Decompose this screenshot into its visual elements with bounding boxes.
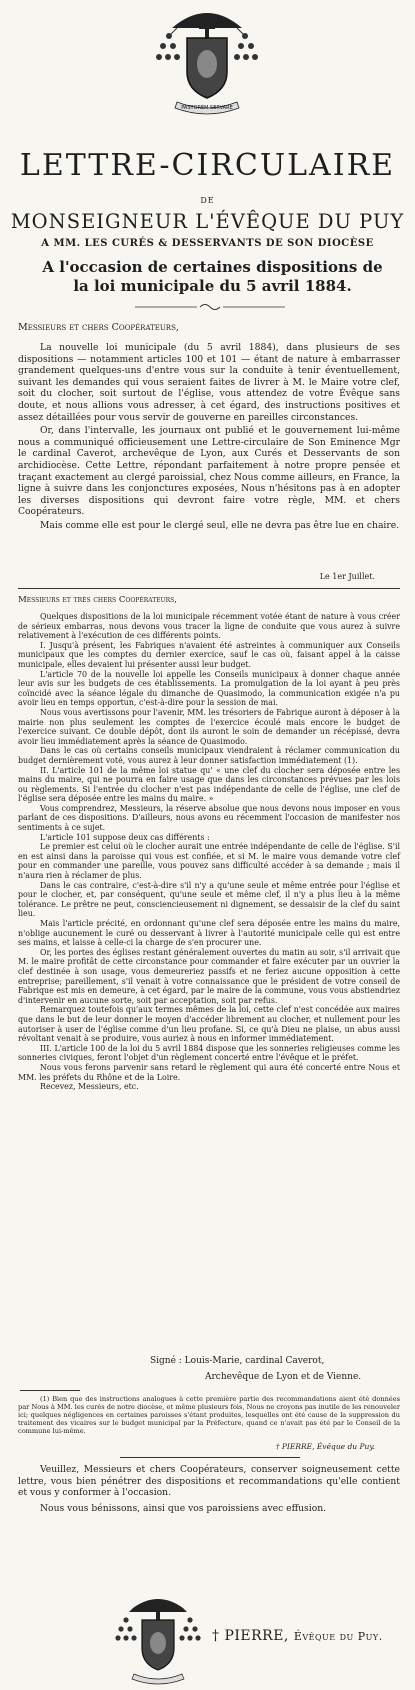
episcopal-coat-of-arms bbox=[147, 2, 267, 117]
paragraph: L'article 70 de la nouvelle loi appelle les Conseils municipaux à donner chaque année leur avis sur les budgets de ces établissements. La promulgation de la loi ayant à peu près coïncidé avec la séance légale du dimanche de Quasimodo, la communication exigée n'a pu avoir lieu en temps opportun, c'est-à-dire pour la session de mai. bbox=[18, 669, 400, 708]
salutation-2: Messieurs et très chers Coopérateurs, bbox=[18, 595, 178, 605]
paragraph: Dans le cas contraire, c'est-à-dire s'il n'y a qu'une seule et même entrée pour l'église et pour le clocher, et, par conséquent, qu'une seule et même clef, il n'y a plus lieu à la même tolérance. Le prêtre ne peut, consciencieusement ni dignement, se dessaisir de la clef du saint lieu. bbox=[18, 880, 400, 919]
final-signature bbox=[212, 1628, 383, 1644]
final-signature-title: Évêque du Puy. bbox=[293, 1630, 383, 1643]
paragraph: La nouvelle loi municipale (du 5 avril 1884), dans plusieurs de ses dispositions — notamment articles 100 et 101 — étant de nature à embarrasser grandement quelques-uns d'entre vous sur la conduite à tenir éventuellement, suivant les demandes qui vous seraient faites de livrer à M. le Maire votre clef, soit du clocher, soit surtout de l'église, vous attendez de votre Évêque sans doute, et nous allions vous adresser, à cet égard, des instructions positives et assez détaillées pour vous servir de gouverne en pareilles circonstances. bbox=[18, 342, 400, 423]
paragraph: Mais l'article précité, en ordonnant qu'une clef sera déposée entre les mains du maire, n'oblige aucunement le curé ou desservant à livrer à l'autorité municipale celle qui est entre ses mains, et laisse à celle-ci la charge de s'en procurer une. bbox=[18, 919, 400, 948]
paragraph: Nous vous avertissons pour l'avenir, MM. les trésoriers de Fabrique auront à déposer à la mairie non plus seulement les comptes de l'exercice écoulé mais encore le budget de l'exercice suivant. Ce double dépôt, dont ils auront le soin de demander un récépissé, devra avoir lieu immédiatement après la séance de Quasimodo. bbox=[18, 707, 400, 746]
paragraph: I. Jusqu'à présent, les Fabriques n'avaient été astreintes à communiquer aux Conseils municipaux que les comptes du dernier exercice, sauf le cas où, faisant appel à la caisse municipale, elles devaient lui présenter aussi leur budget. bbox=[18, 640, 400, 669]
paragraph: Remarquez toutefois qu'aux termes mêmes de la loi, cette clef n'est concédée aux maires que dans le but de leur donner le moyen d'accéder librement au clocher, et nullement pour les autoriser à user de l'église comme d'un lieu profane. Si, ce qu'à Dieu ne plaise, un abus aussi révoltant venait à se produire, vous auriez à nous en informer immédiatement. bbox=[18, 1005, 400, 1044]
paragraph: III. L'article 100 de la loi du 5 avril 1884 dispose que les sonneries religieuses comme les sonneries civiques, feront l'objet d'un règlement concerté entre l'évêque et le préfet. bbox=[18, 1043, 400, 1063]
paragraph: Veuillez, Messieurs et chers Coopérateurs, conserver soigneusement cette lettre, vous bien pénétrer des dispositions et recommandations qu'elle contient et vous y conformer à l'occasion. bbox=[18, 1464, 400, 1499]
paragraph: Dans le cas où certains conseils municipaux viendraient à réclamer communication du budget dernièrement voté, vous aurez à leur donner satisfaction immédiatement (1). bbox=[18, 746, 400, 765]
closing-separator bbox=[120, 1457, 300, 1458]
footnote-separator bbox=[20, 1390, 80, 1391]
ornamental-rule bbox=[135, 302, 285, 312]
paragraph: Or, les portes des églises restant généralement ouvertes du matin au soir, s'il arrivait que M. le maire profitât de cette circonstance pour commander et faire exécuter par un ouvrier la clef destinée à son usage, vous demeureriez passifs et ne feriez aucune opposition à cette entreprise; pareillement, s'il venait à votre connaissance que le président de votre conseil de Fabrique est mis en demeure, à cet égard, par le maire de la commune, vous vous abstiendriez d'intervenir en aucune sorte, soit par acceptation, soit par refus. bbox=[18, 947, 400, 1005]
author-line: MONSEIGNEUR L'ÉVÊQUE DU PUY bbox=[10, 210, 405, 233]
paragraph: Mais comme elle est pour le clergé seul, elle ne devra pas être lue en chaire. bbox=[40, 519, 400, 531]
paragraph: Quelques dispositions de la loi municipale récemment votée étant de nature à vous créer de sérieux embarras, nous devons vous tracer la ligne de conduite que vous aurez à suivre relativement à l'exécution de ces différents points. bbox=[18, 612, 400, 641]
title-connector: DE bbox=[200, 196, 215, 205]
paragraph: Recevez, Messieurs, etc. bbox=[40, 1082, 139, 1092]
section-1-body bbox=[18, 342, 400, 532]
paragraph: L'article 101 suppose deux cas différents : bbox=[40, 832, 210, 842]
paragraph: Vous comprendrez, Messieurs, la réserve absolue que nous devons nous imposer en vous parlant de ces dispositions. D'ailleurs, nous avons eu récemment l'occasion de manifester nos sentiments à ce sujet. bbox=[18, 803, 400, 833]
seal-motto: PASTOREM SERVARE bbox=[181, 105, 233, 111]
paragraph: II. L'article 101 de la même loi statue qu' « une clef du clocher sera déposée entre les mains du maire, qui ne pourra en faire usage que dans les circonstances prévues par les lois ou règlements. Si l'entrée du clocher n'est pas indépendante de celle de l'église, une clef de l'église sera déposée entre les mains du maire. » bbox=[18, 765, 400, 804]
paragraph: Or, dans l'intervalle, les journaux ont publié et le gouvernement lui-même nous a communiqué officieusement une Lettre-circulaire de Son Eminence Mgr le cardinal Caverot, archevêque de Lyon, aux Curés et Desservants de son archidiocèse. Cette Lettre, répondant parfaitement à notre propre pensée et traçant exactement au clergé paroissial, chez Nous comme ailleurs, en France, la ligne à suivre dans les conjonctures exposées, Nous n'hésitons pas à en adopter les diverses dispositions qui devront faire votre règle, MM. et chers Coopérateurs. bbox=[18, 425, 400, 518]
section-separator bbox=[18, 588, 400, 589]
section-2-body bbox=[18, 612, 400, 1092]
closing-body bbox=[18, 1464, 400, 1514]
footnote-text: (1) Bien que des instructions analogues à cette première partie des recommandations aient été données par Nous à MM. les curés de notre diocèse, et même plusieurs fois, Nous ne croyons pas inutile de les renouveler ici; quelques négligences en certaines paroisses s'étant produites, lesquelles ont été cause de la suppression du traitement des vicaires sur le budget municipal par la Préfecture, quand ce n'avait pas été par le Conseil de la commune lui-même. bbox=[18, 1395, 400, 1435]
footnote bbox=[18, 1395, 400, 1435]
episcopal-coat-of-arms-small bbox=[108, 1590, 208, 1690]
date-line: Le 1er Juillet. bbox=[319, 572, 375, 581]
paragraph: Nous vous bénissons, ainsi que vos paroissiens avec effusion. bbox=[40, 1502, 327, 1514]
final-signature-name: † PIERRE, bbox=[212, 1628, 289, 1644]
paragraph: Nous vous ferons parvenir sans retard le règlement qui aura été concerté entre Nous et MM. les préfets du Rhône et de la Loire. bbox=[18, 1062, 400, 1082]
occasion-heading: A l'occasion de certaines dispositions de la loi municipale du 5 avril 1884. bbox=[42, 258, 383, 295]
footnote-signature: † PIERRE, Évêque du Puy. bbox=[275, 1442, 375, 1451]
salutation-1: Messieurs et chers Coopérateurs, bbox=[18, 322, 179, 333]
document-title: LETTRE-CIRCULAIRE bbox=[19, 148, 396, 183]
cardinal-signature: Signé : Louis-Marie, cardinal Caverot, bbox=[150, 1356, 325, 1366]
addressees-line: A MM. LES CURÉS & DESSERVANTS DE SON DIOCÈSE bbox=[41, 238, 374, 249]
paragraph: Le premier est celui où le clocher aurait une entrée indépendante de celle de l'église. S'il en est ainsi dans la paroisse qui vous est confiée, et si M. le maire vous demande votre clef pour en commander une pareille, vous pouvez sans difficulté accéder à sa demande ; mais il n'aura rien à réclamer de plus. bbox=[18, 842, 400, 881]
cardinal-title: Archevêque de Lyon et de Vienne. bbox=[205, 1372, 362, 1382]
